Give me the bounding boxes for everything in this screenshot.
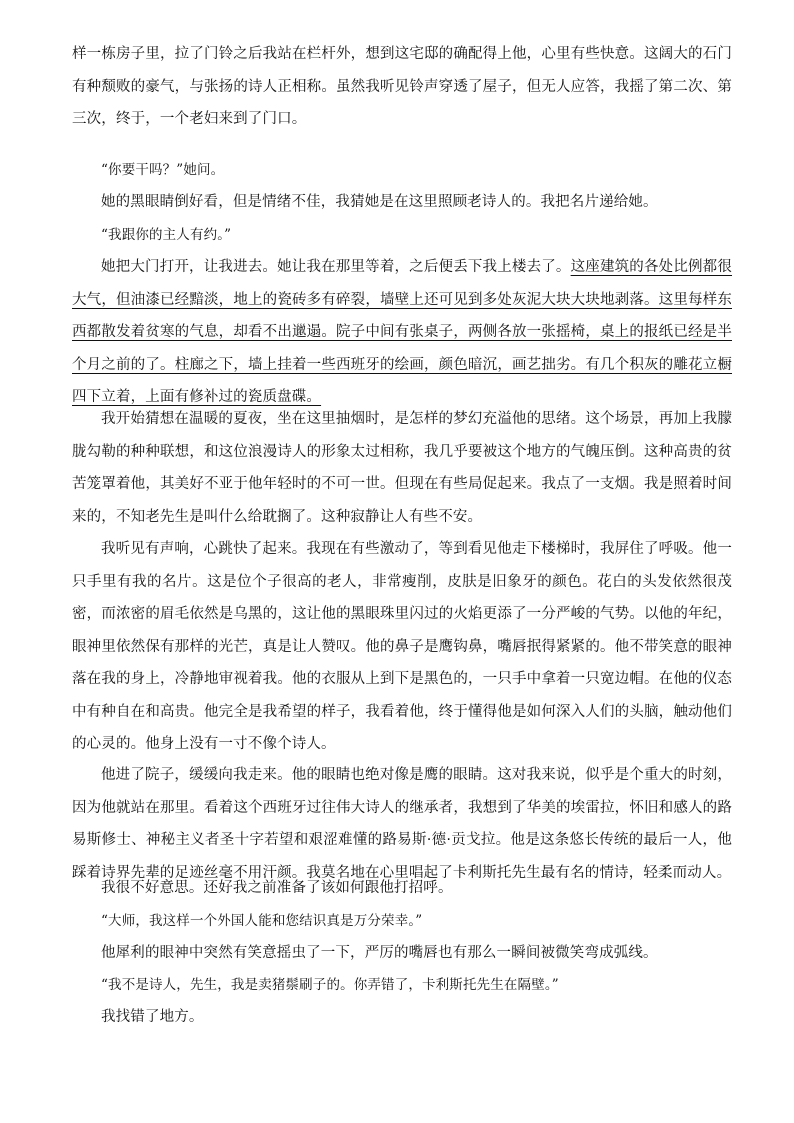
paragraph-1: 样一栋房子里，拉了门铃之后我站在栏杆外，想到这宅邸的确配得上他，心里有些快意。这阔大的石门有种颓败的豪气，与张扬的诗人正相称。虽然我听见铃声穿透了屋子，但无人应答，我摇了第二次、第三次，终于，一个老妇来到了门口。 — [72, 46, 732, 127]
underlined-passage: 这座建筑的各处比例都很大气，但油漆已经黯淡，地上的瓷砖多有碎裂，墙壁上还可见到多处灰泥大块大块地剥落。这里每样东西都散发着贫寒的气息，却看不出邋遢。院子中间有张桌子，两侧各放一张摇椅，桌上的报纸已经是半个月之前的了。柱廊之下，墙上挂着一些西班牙的绘画，颜色暗沉，画艺拙劣。有几个积灰的雕花立橱四下立着，上面有修补过的瓷质盘碟。 — [72, 259, 733, 405]
dialogue-not-poet: “我不是诗人，先生，我是卖猪鬃刷子的。你弄错了，卡利斯托先生在隔壁。” — [101, 977, 559, 993]
dialogue-appointment: “我跟你的主人有约。” — [101, 227, 232, 243]
paragraph-eagle-eyes: 他进了院子，缓缓向我走来。他的眼睛也绝对像是鹰的眼睛。这对我来说，似乎是个重大的时刻，因为他就站在那里。看着这个西班牙过往伟大诗人的继承者，我想到了华美的埃雷拉，怀旧和感人的路易斯修士、神秘主义者圣十字若望和艰涩难懂的路易斯·德·贡戈拉。他是这条悠长传统的最后一人，他踩着诗界先辈的足迹丝毫不用汗颜。我莫名地在心里唱起了卡利斯托先生最有名的情诗，轻柔而动人。 — [72, 767, 732, 881]
paragraph-summer-night: 我开始猜想在温暖的夏夜，坐在这里抽烟时，是怎样的梦幻充溢他的思绪。这个场景，再加上我朦胧勾勒的种种联想，和这位浪漫诗人的形象太过相称，我几乎要被这个地方的气魄压倒。这种高贵的贫苦笼罩着他，其美好不亚于他年轻时的不可一世。但现在有些局促起来。我点了一支烟。我是照着时间来的，不知老先生是叫什么给耽搁了。这种寂静让人有些不安。 — [72, 411, 732, 525]
paragraph-embarrassed: 我很不好意思。还好我之前准备了该如何跟他打招呼。 — [101, 880, 453, 896]
paragraph-courtyard — [72, 251, 732, 414]
paragraph-old-woman: 她的黑眼睛倒好看，但是情绪不佳，我猜她是在这里照顾老诗人的。我把名片递给她。 — [101, 194, 658, 210]
dialogue-master: “大师，我这样一个外国人能和您结识真是万分荣幸。” — [101, 913, 423, 929]
paragraph-smile: 他犀利的眼神中突然有笑意摇虫了一下，严厉的嘴唇也有那么一瞬间被微笑弯成弧线。 — [101, 945, 658, 961]
paragraph-wrong-place: 我找错了地方。 — [101, 1009, 204, 1025]
paragraph-poet-appears: 我听见有声响，心跳快了起来。我现在有些激动了，等到看见他走下楼梯时，我屏住了呼吸。他一只手里有我的名片。这是位个子很高的老人，非常瘦削，皮肤是旧象牙的颜色。花白的头发依然很茂密，而浓密的眉毛依然是乌黑的，这让他的黑眼珠里闪过的火焰更添了一分严峻的气势。以他的年纪，眼神里依然保有那样的光芒，真是让人赞叹。他的鼻子是鹰钩鼻，嘴唇抿得紧紧的。他不带笑意的眼神落在我的身上，冷静地审视着我。他的衣服从上到下是黑色的，一只手中拿着一只宽边帽。在他的仪态中有种自在和高贵。他完全是我希望的样子，我看着他，终于懂得他是如何深入人们的头脑，触动他们的心灵的。他身上没有一寸不像个诗人。 — [72, 541, 732, 752]
dialogue-what-do-you-want: “你要干吗？”她问。 — [101, 162, 225, 178]
paragraph-courtyard-lead: 她把大门打开，让我进去。她让我在那里等着，之后便丢下我上楼去了。 — [101, 259, 571, 275]
